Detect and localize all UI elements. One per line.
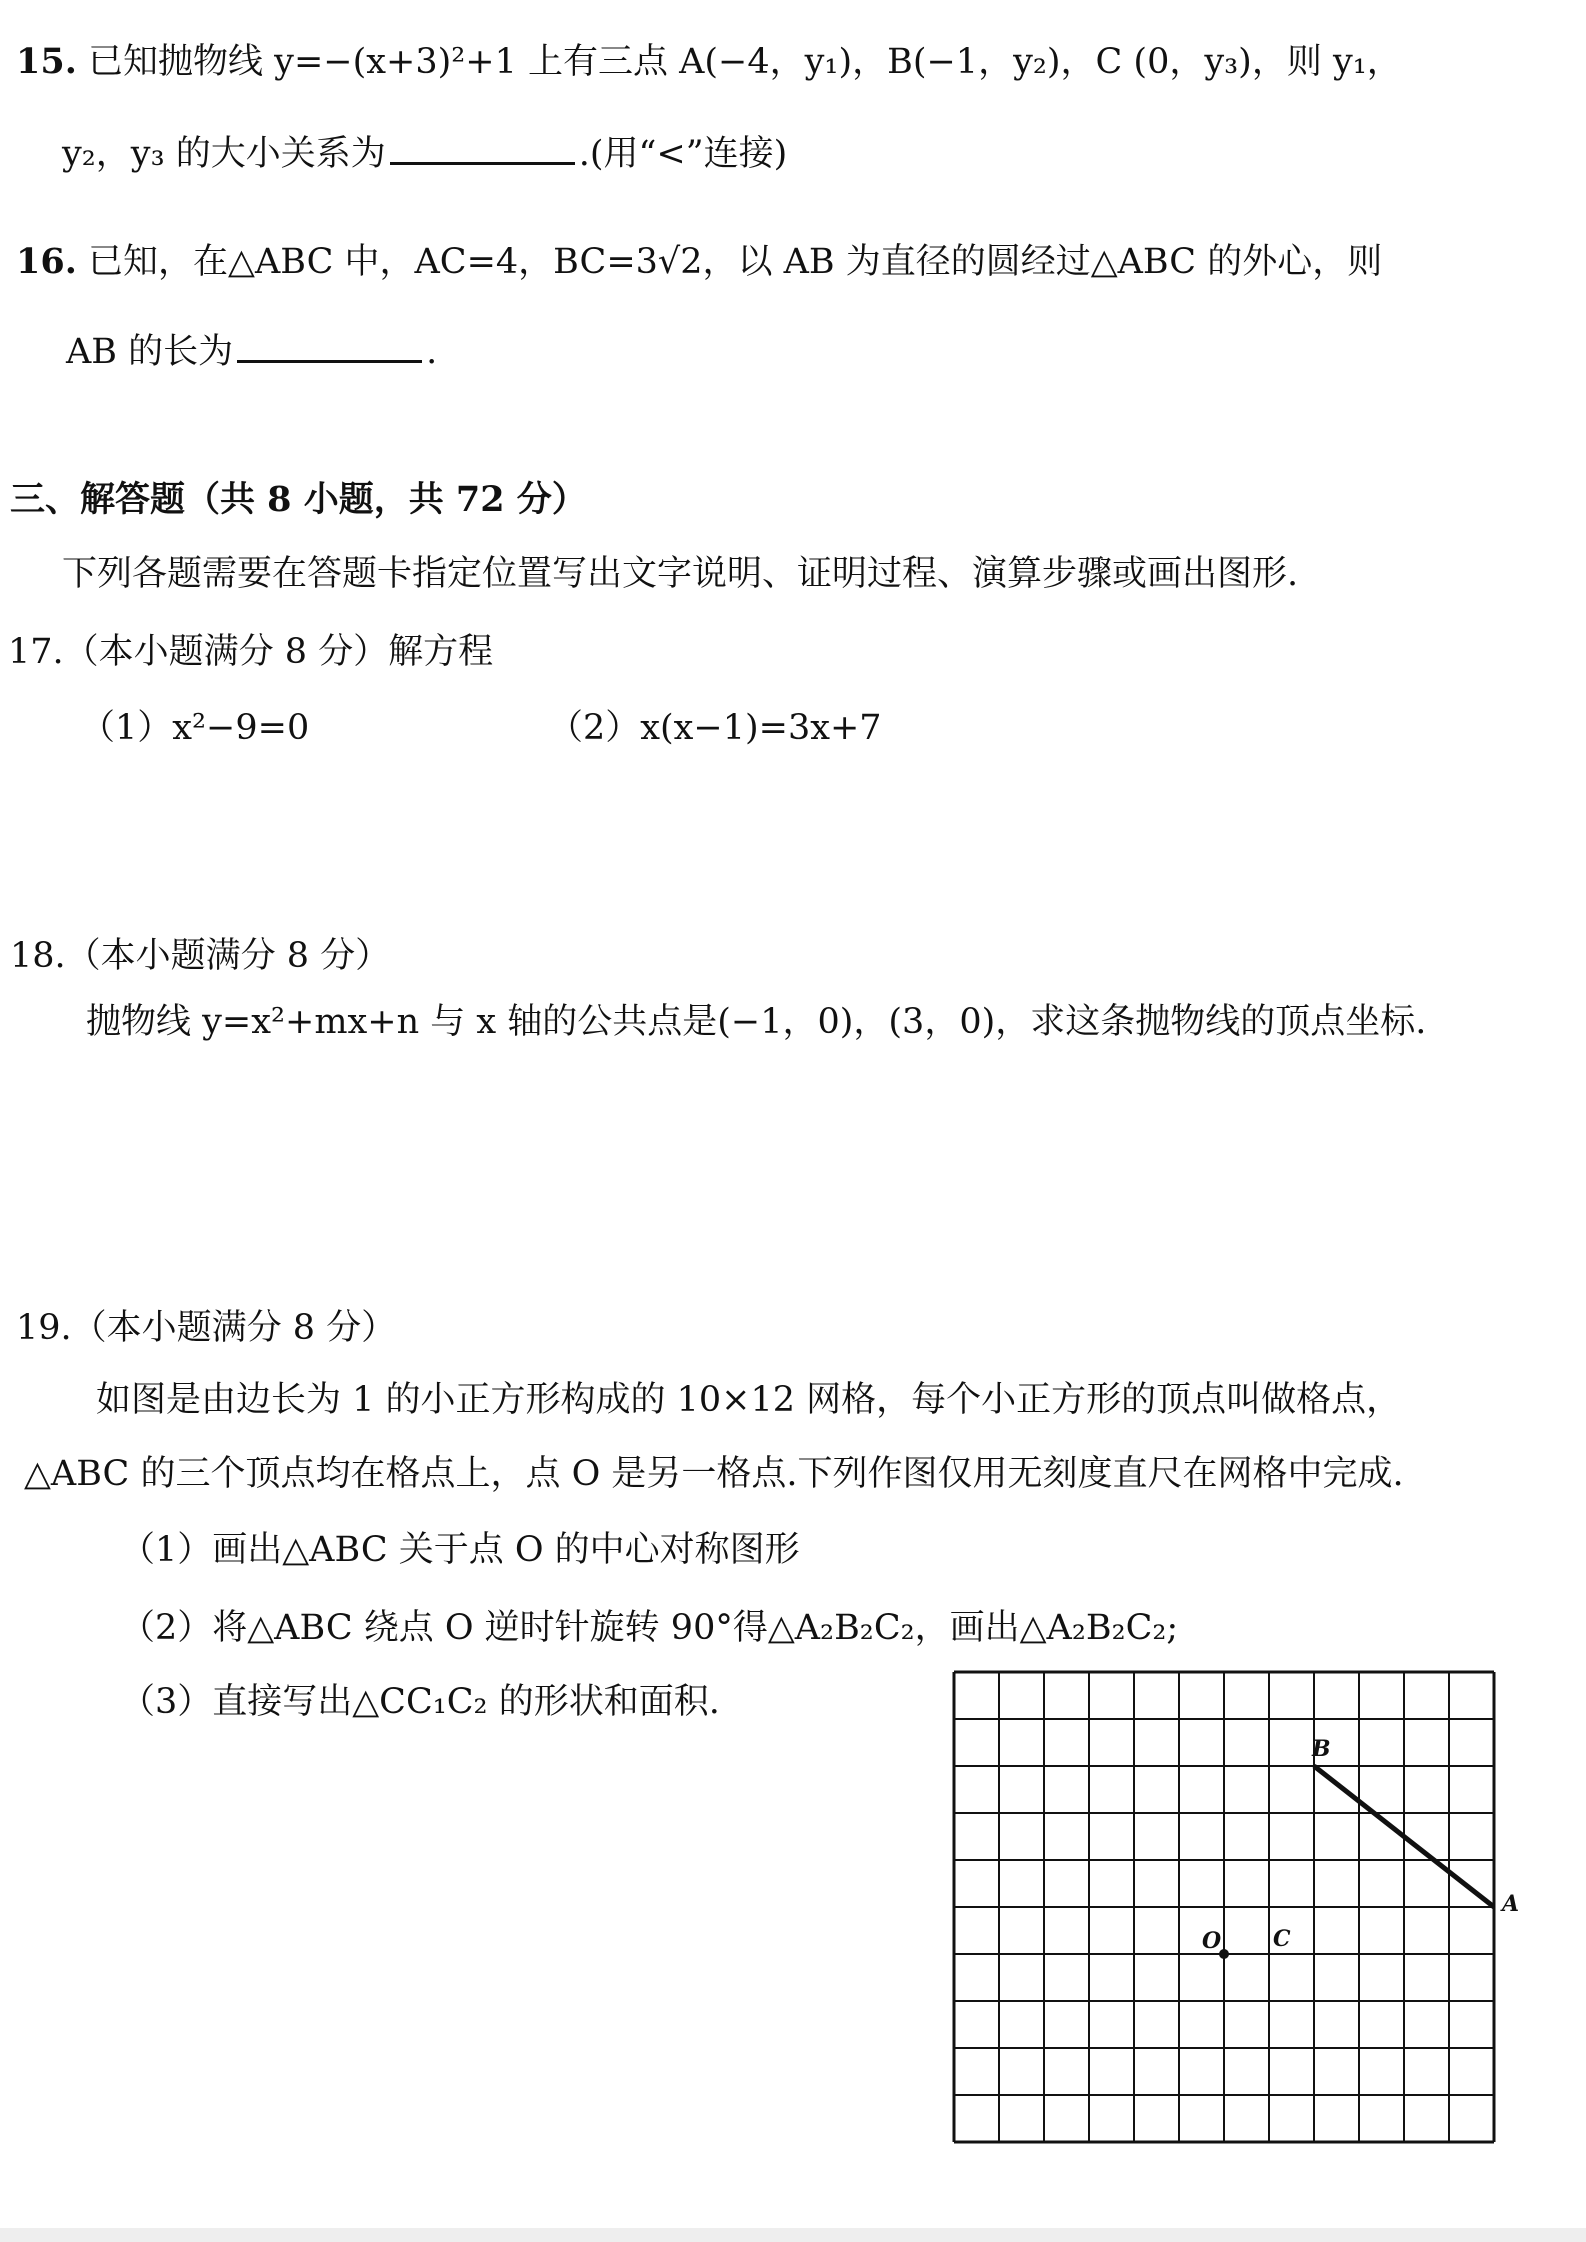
q15-text-2b: .(用“<”连接) (578, 134, 788, 174)
q15-text: 已知抛物线 y=−(x+3)²+1 上有三点 A(−4，y₁)，B(−1，y₂)，C (0，y₃)，则 y₁， (88, 42, 1402, 82)
q19-part1: （1）画出△ABC 关于点 O 的中心对称图形 (120, 1530, 800, 1570)
q18-body: 抛物线 y=x²+mx+n 与 x 轴的公共点是(−1，0)，(3，0)，求这条抛物线的顶点坐标. (86, 1002, 1427, 1042)
q19-body1: 如图是由边长为 1 的小正方形构成的 10×12 网格，每个小正方形的顶点叫做格点， (96, 1380, 1402, 1420)
q17-part1: （1）x²−9=0 (80, 708, 310, 748)
q15-answer-blank (390, 132, 575, 165)
scan-bottom-strip (0, 2228, 1586, 2242)
q16-number: 16. (16, 241, 77, 282)
q15-line1 (16, 40, 1402, 84)
q19-head: 19.（本小题满分 8 分） (16, 1308, 397, 1348)
q19-body2: △ABC 的三个顶点均在格点上，点 O 是另一格点.下列作图仅用无刻度直尺在网格中完成. (24, 1454, 1404, 1494)
label-o: O (1202, 1928, 1222, 1954)
q16-text: 已知，在△ABC 中，AC=4，BC=3√2，以 AB 为直径的圆经过△ABC 的外心，则 (88, 242, 1383, 282)
grid-svg (950, 1668, 1520, 2146)
q15-number: 15. (16, 41, 77, 82)
section3-instruction: 下列各题需要在答题卡指定位置写出文字说明、证明过程、演算步骤或画出图形. (62, 554, 1299, 594)
section3-title: 三、解答题（共 8 小题，共 72 分） (10, 479, 587, 520)
q19-part3: （3）直接写出△CC₁C₂ 的形状和面积. (120, 1682, 720, 1722)
q16-answer-blank (237, 330, 422, 363)
q15-text-2a: y₂，y₃ 的大小关系为 (62, 134, 386, 174)
q16-line2 (66, 330, 437, 374)
grid-figure (950, 1668, 1520, 2146)
q16-line1 (16, 240, 1382, 284)
q19-part2: （2）将△ABC 绕点 O 逆时针旋转 90°得△A₂B₂C₂，画出△A₂B₂C₂; (120, 1608, 1179, 1648)
q18-head: 18.（本小题满分 8 分） (10, 936, 391, 976)
label-b: B (1312, 1736, 1331, 1762)
q17-part2: （2）x(x−1)=3x+7 (548, 708, 882, 748)
q16-text-2a: AB 的长为 (66, 332, 234, 372)
q17-head: 17.（本小题满分 8 分）解方程 (8, 632, 494, 672)
label-c: C (1273, 1926, 1291, 1952)
q15-line2 (62, 132, 787, 176)
q16-text-2b: . (426, 332, 438, 372)
label-a: A (1502, 1891, 1520, 1917)
